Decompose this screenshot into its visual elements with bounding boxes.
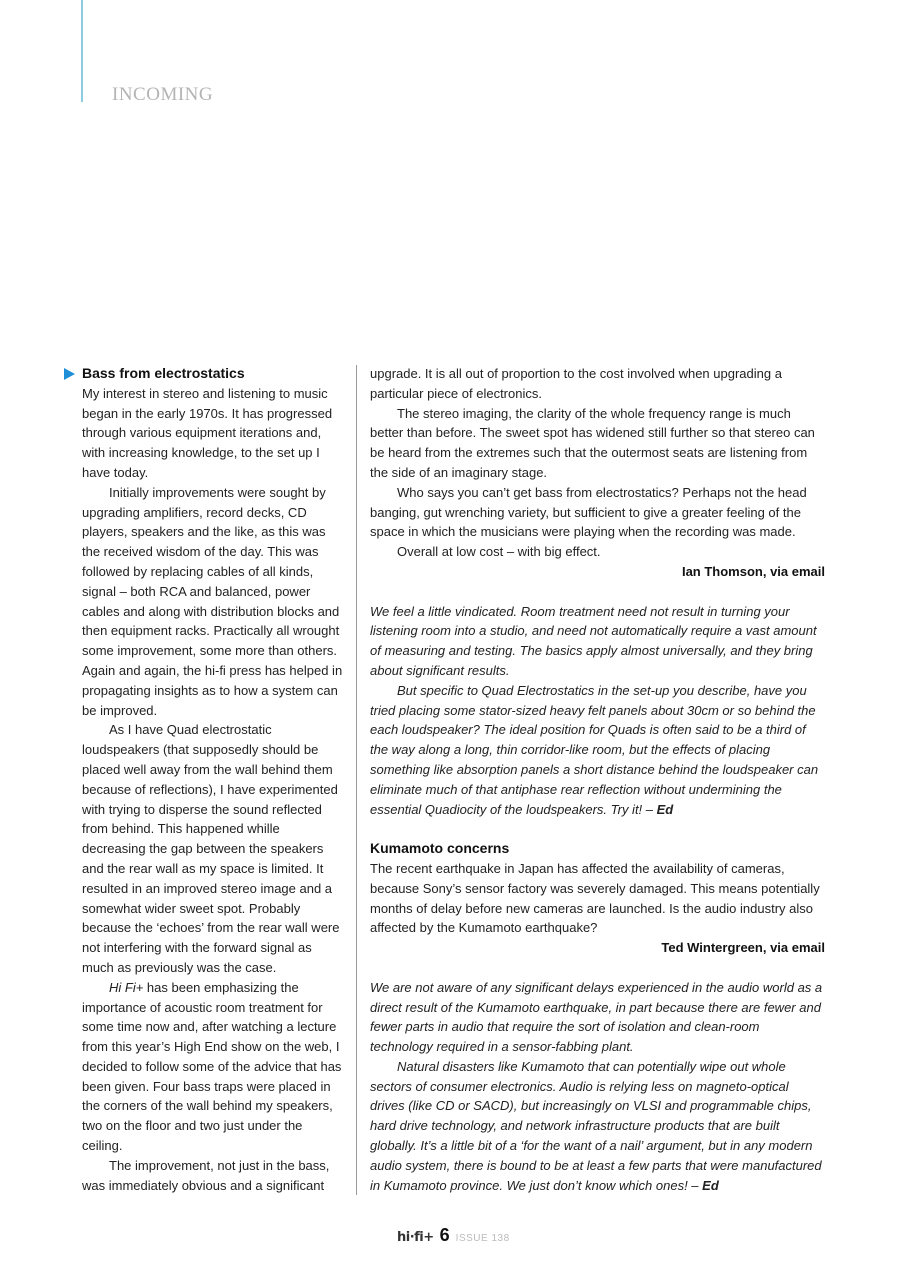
letter-signature: Ted Wintergreen, via email — [661, 940, 825, 956]
letter-heading: Kumamoto concerns — [370, 840, 510, 857]
right-column — [370, 364, 825, 1195]
paragraph: The improvement, not just in the bass, was immediately obvious and a significant — [82, 1157, 330, 1193]
paragraph-text: has been emphasizing the importance of acoustic room treatment for some time now and, after watching a lecture from this year’s High End show on the web, I decided to follow some of the advice that has been given. Four bass traps were placed in the corners of the wall behind my speakers, two on the floor and two just under the ceiling. — [82, 979, 342, 1154]
magazine-name: Hi Fi+ — [109, 979, 144, 995]
arrow-bullet-icon — [64, 368, 75, 380]
page-footer — [397, 1225, 510, 1246]
section-title: INCOMING — [112, 84, 214, 105]
paragraph: Who says you can’t get bass from electrostatics? Perhaps not the head banging, gut wrenching variety, but sufficient to give a greater feeling of the space in which the musicians were playing when the recording was made. — [370, 484, 807, 540]
paragraph — [82, 978, 344, 1156]
editor-reply-text: But specific to Quad Electrostatics in the set-up you describe, have you tried placing some stator-sized heavy felt panels about 30cm or so behind the each loudspeaker? The ideal position for Quads is often said to be a third of the way along a long, thin corridor-like room, but the effects of placing something like absorption panels a short distance behind the loudspeaker can eliminate much of that antiphase rear reflection without undermining the essential Quadiocity of the loudspeakers. Try it! – — [370, 682, 819, 817]
column-divider — [356, 365, 357, 1195]
editor-reply — [370, 1057, 825, 1196]
paragraph: The recent earthquake in Japan has affected the availability of cameras, because Sony’s sensor factory was severely damaged. This means potentially months of delay before new cameras are launched. Is the audio industry also affected by the Kumamoto earthquake? — [370, 860, 820, 936]
page-number: 6 — [439, 1225, 450, 1245]
letter-heading-text: Bass from electrostatics — [82, 365, 245, 381]
paragraph: Overall at low cost – with big effect. — [397, 544, 601, 560]
editor-reply-text: Natural disasters like Kumamoto that can potentially wipe out whole sectors of consumer electronics. Audio is relying less on magneto-optical drives (like CD or SACD), but increasingly on VLSI and programmable chips, hard drive technology, and network infrastructure products that are built globally. It’s a little bit of a ‘for the want of a nail’ argument, but in any modern audio system, there is bound to be at least a few parts that were manufactured in Kumamoto province. We just don’t know which ones! – — [370, 1058, 822, 1193]
left-column — [82, 364, 344, 1195]
paragraph: As I have Quad electrostatic loudspeakers (that supposedly should be placed well away from the wall behind them because of reflections), I have experimented with trying to disperse the sound reflected from behind. This happened whille decreasing the gap between the speakers and the rear wall as my space is limited. It resulted in an improved stereo image and a somewhat wider sweet spot. Probably because the ‘echoes’ from the rear wall were not interfering with the forward signal as much as previously was the case. — [82, 722, 340, 975]
paragraph: upgrade. It is all out of proportion to the cost involved when upgrading a particular piece of electronics. — [370, 366, 782, 401]
issue-number: ISSUE 138 — [455, 1233, 510, 1244]
hifi-logo: hi·fi+ — [397, 1230, 434, 1245]
paragraph: The stereo imaging, the clarity of the whole frequency range is much better than before. The sweet spot has widened still further so that stereo can be heard from the extremes such that the outermost seats are listening from the side of an imaginary stage. — [370, 405, 815, 480]
editor-tag: Ed — [702, 1177, 719, 1193]
editor-reply: We are not aware of any significant delays experienced in the audio world as a direct result of the Kumamoto earthquake, in part because there are fewer and fewer parts in audio that require the sort of isolation and clean-room technology required in a sensor-fabbing plant. — [370, 979, 823, 1055]
section-accent-bar — [81, 0, 83, 102]
paragraph: Initially improvements were sought by upgrading amplifiers, record decks, CD players, speakers and the like, as this was the received wisdom of the day. This was followed by replacing cables of all kinds, signal – both RCA and balanced, power cables and along with distribution blocks and then equipment racks. Practically all wrought some improvement, some more than others. Again and again, the hi-fi press has helped in propagating insights as to how a system can be improved. — [82, 484, 343, 718]
letter-signature: Ian Thomson, via email — [681, 563, 825, 579]
editor-reply: We feel a little vindicated. Room treatment need not result in turning your listening room into a studio, and need not automatically require a vast amount of measuring and testing. The basics apply almost universally, and they bring about significant results. — [370, 603, 817, 678]
paragraph: My interest in stereo and listening to music began in the early 1970s. It has progressed through various equipment iterations and, with increasing knowledge, to the set up I have today. — [82, 385, 333, 480]
letter-heading — [82, 364, 344, 384]
editor-tag: Ed — [656, 801, 674, 817]
editor-reply — [370, 681, 825, 820]
